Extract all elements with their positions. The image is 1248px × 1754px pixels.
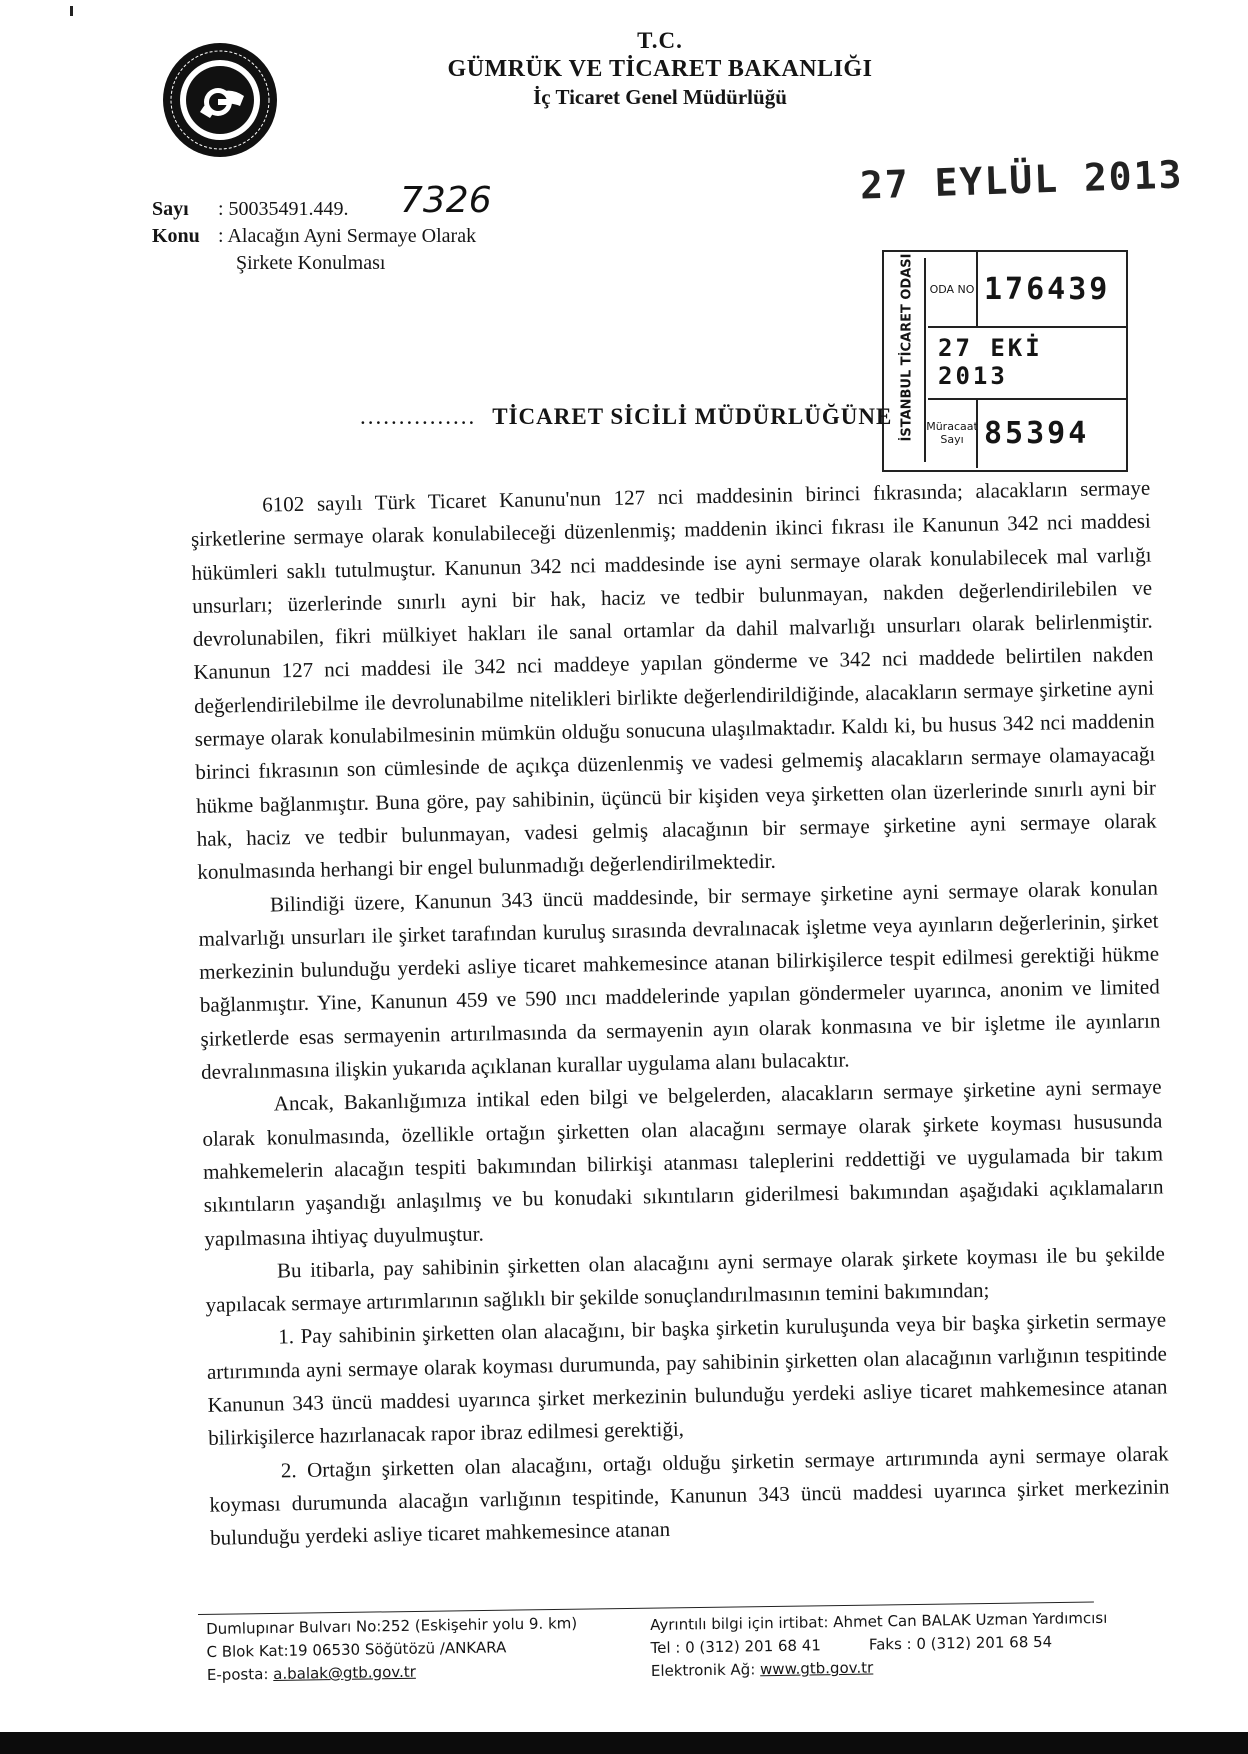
konu-label: Konu [152, 225, 200, 247]
stamp-row-muracaat [928, 398, 1126, 468]
footer-web-label: Elektronik Ağ: [650, 1660, 756, 1680]
stamp-side-label [888, 253, 926, 462]
scan-mark [70, 6, 73, 16]
addressee-text: TİCARET SİCİLİ MÜDÜRLÜĞÜNE [492, 404, 893, 429]
receipt-stamp [882, 250, 1128, 472]
footer-contact [650, 1607, 1108, 1683]
footer-contact-person: Ayrıntılı bilgi için irtibat: Ahmet Can BALAK Uzman Yardımcısı [650, 1608, 1108, 1634]
oda-no-value: 176439 [984, 271, 1111, 307]
date-stamp: 27 EYLÜL 2013 [859, 152, 1185, 208]
paragraph-1: 6102 sayılı Türk Ticaret Kanunu'nun 127 nci maddesinin birinci fıkrasında; alacakların sermaye şirketlerine sermaye olarak konulabileceği düzenlenmiş; maddenin ikinci fıkrası ile Kanunun 342 nci maddesi hükümleri saklı tutulmuştur. Kanunun 342 nci maddesinde ise ayni sermaye olarak konulabilecek mal varlığı unsurları; üzerlerinde sınırlı ayni bir hak, haciz ve tedbir bulunmayan, nakden değerlendirilebilen ve devrolunabilen, fikri mülkiyet hakları ile sanal ortamlar da dahil malvarlığı unsurları olarak belirlenmiştir. Kanunun 127 nci maddesi ile 342 nci maddeye yapılan gönderme ve 342 nci maddede belirtilen nakden değerlendirilebilme ile devrolunabilme nitelikleri birlikte değerlendirildiğinde, alacakların sermaye şirketine ayni sermaye olarak konulabilmesinin mümkün olduğu sonucuna ulaşılmaktadır. Kaldı ki, bu husus 342 nci maddenin birinci fıkrasının son cümlesinde de açıkça düzenlenmiş ve vadesi gelmemiş alacakların sermaye olamayacağı hükme bağlanmıştır. Buna göre, pay sahibinin, üçüncü bir kişiden veya şirketten olan üzerlerinde sınırlı ayni bir hak, haciz ve tedbir bulunmayan, vadesi gelmiş alacağının bir sermaye şirketine ayni sermaye olarak konulmasında herhangi bir engel bulunmadığı değerlendirilmektedir. [190, 475, 1157, 885]
muracaat-value: 85394 [984, 415, 1090, 451]
ministry-seal-logo [160, 40, 280, 160]
konu-line-1: : Alacağın Ayni Sermaye Olarak [218, 225, 477, 247]
paragraph-2: Bilindiği üzere, Kanunun 343 üncü maddesinde, bir sermaye şirketine ayni sermaye olarak konulan malvarlığı unsurları ile şirket tarafından kuruluş sırasında devralınacak işletme veya ayınların değerlerinin, şirket merkezinin bulunduğu yerdeki asliye ticaret mahkemesince atanan bilirkişilerce tespit edilmesi gerektiği hükme bağlanmıştır. Yine, Kanunun 459 ve 590 ıncı maddelerinde yapılan göndermeler uyarınca, anonim ve limited şirketlerde esas sermayenin artırılmasında da sermayenin ayın olarak konmasına ve bir işletme ile ayınların devralınmasına ilişkin yukarıda açıklanan kurallar uygulama alanı bulacaktır. [198, 875, 1161, 1084]
stamp-row-date [928, 326, 1126, 400]
stamp-side-text: İSTANBUL TİCARET ODASI [899, 253, 915, 442]
stamp-row-oda-no [928, 252, 1126, 328]
oda-no-label: ODA NO [928, 252, 978, 326]
letterhead [380, 28, 940, 110]
paragraph-4: Bu itibarla, pay sahibinin şirketten olan alacağını ayni sermaye olarak şirkete koyması ile bu şekilde yapılacak sermaye artırımlarının sağlıklı bir şekilde sonuçlandırılmasının temini bakımından; [205, 1241, 1166, 1317]
konu-line-2: Şirkete Konulması [236, 252, 386, 274]
sayi-label: Sayı [152, 198, 189, 220]
handwritten-number: 7326 [400, 180, 492, 221]
footer-address-line-1: Dumlupınar Bulvarı No:252 (Eskişehir yolu 9. km) [206, 1614, 578, 1638]
paragraph-5: 1. Pay sahibinin şirketten olan alacağını, bir başka şirketin kuruluşunda veya bir başka şirketin sermaye artırımında ayni sermaye olarak koyması durumunda, pay sahibinin şirketten olan alacağının varlığının tespitinde Kanunun 343 üncü maddesi uyarınca şirket merkezinin bulunduğu yerdeki asliye ticaret mahkemesince atanan bilirkişilerce hazırlanacak rapor ibraz edilmesi gerektiği, [206, 1307, 1168, 1451]
header-country: T.C. [637, 28, 683, 53]
footer-tel: Tel : 0 (312) 201 68 41 [650, 1636, 822, 1657]
addressee-dots: ............... [360, 404, 477, 429]
header-directorate: İç Ticaret Genel Müdürlüğü [533, 85, 787, 109]
scan-bottom-edge [0, 1732, 1248, 1754]
sayi-value: : 50035491.449. [218, 198, 349, 220]
footer-fax: Faks : 0 (312) 201 68 54 [868, 1632, 1053, 1654]
muracaat-label: Müracaat Sayı [928, 398, 978, 468]
letter-body [190, 472, 1170, 1556]
addressee-line [360, 404, 892, 430]
footer-web-link[interactable]: www.gtb.gov.tr [759, 1658, 874, 1679]
footer-email-label: E-posta: [206, 1665, 269, 1684]
header-ministry: GÜMRÜK VE TİCARET BAKANLIĞI [447, 56, 873, 82]
stamp-date-value: 27 EKİ 2013 [938, 334, 1043, 390]
paragraph-6: 2. Ortağın şirketten olan alacağını, ortağı olduğu şirketin sermaye artırımında ayni sermaye olarak koyması durumunda alacağın varlığının tespitinde, Kanunun 343 üncü maddesi uyarınca şirket merkezinin bulunduğu yerdeki asliye ticaret mahkemesince atanan [209, 1441, 1170, 1551]
footer-email-link[interactable]: a.balak@gtb.gov.tr [273, 1662, 416, 1683]
footer-address [206, 1612, 578, 1687]
paragraph-3: Ancak, Bakanlığımıza intikal eden bilgi ve belgelerden, alacakların sermaye şirketine ayni sermaye olarak konulmasında, özellikle ortağın şirketten olan alacağını sermaye olarak şirkete koyması hususunda mahkemelerin alacağın tespiti bakımından bilirkişi atanması taleplerini reddettiği ve uygulamada bir takım sıkıntıların yaşandığı anlaşılmış ve bu konudaki sıkıntıların giderilmesi bakımından aşağıdaki açıklamaların yapılmasına ihtiyaç duyulmuştur. [202, 1074, 1164, 1251]
footer-address-line-2: C Blok Kat:19 06530 Söğütözü /ANKARA [206, 1638, 507, 1661]
